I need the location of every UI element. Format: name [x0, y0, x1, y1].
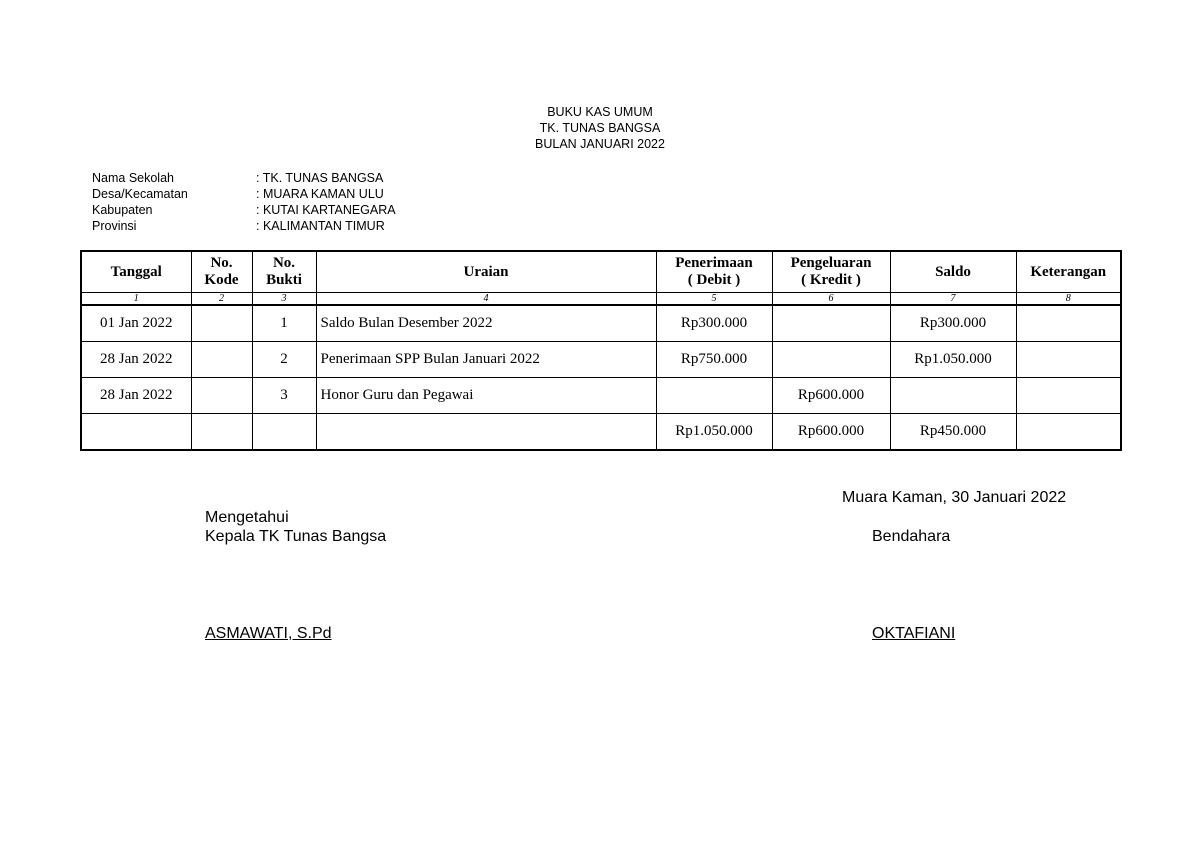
cell-uraian: Saldo Bulan Desember 2022 [316, 305, 656, 342]
document-title [0, 104, 1200, 152]
info-value: : TK. TUNAS BANGSA [256, 171, 384, 185]
cell-saldo [890, 378, 1016, 414]
cell-empty [191, 414, 252, 451]
cell-pengeluaran [772, 342, 890, 378]
info-label: Desa/Kecamatan [92, 187, 188, 201]
cell-uraian: Penerimaan SPP Bulan Januari 2022 [316, 342, 656, 378]
column-number: 5 [656, 293, 772, 306]
header-text: Penerimaan [675, 255, 753, 271]
table-row [81, 305, 1121, 342]
header-penerimaan [656, 251, 772, 293]
cell-tanggal: 28 Jan 2022 [81, 378, 191, 414]
info-value: : KUTAI KARTANEGARA [256, 203, 396, 217]
cell-pengeluaran: Rp600.000 [772, 378, 890, 414]
header-pengeluaran [772, 251, 890, 293]
treasurer-name: OKTAFIANI [872, 625, 956, 642]
column-number: 1 [81, 293, 191, 306]
total-saldo: Rp450.000 [890, 414, 1016, 451]
info-label: Provinsi [92, 219, 137, 233]
cell-empty [252, 414, 316, 451]
cell-keterangan [1016, 378, 1121, 414]
cell-keterangan [1016, 305, 1121, 342]
cash-ledger-table [80, 250, 1122, 451]
cell-tanggal: 01 Jan 2022 [81, 305, 191, 342]
cell-bukti: 2 [252, 342, 316, 378]
place-date: Muara Kaman, 30 Januari 2022 [842, 489, 1067, 506]
column-number: 7 [890, 293, 1016, 306]
cell-penerimaan [656, 378, 772, 414]
cell-bukti: 1 [252, 305, 316, 342]
cell-kode [191, 305, 252, 342]
header-text: Kode [204, 272, 239, 288]
title-line-2: TK. TUNAS BANGSA [539, 121, 661, 135]
header-row [81, 251, 1121, 293]
school-info [92, 170, 396, 234]
header-saldo: Saldo [890, 251, 1016, 293]
header-text: ( Debit ) [687, 272, 741, 288]
cell-empty [316, 414, 656, 451]
cell-saldo: Rp300.000 [890, 305, 1016, 342]
cell-kode [191, 378, 252, 414]
column-number: 4 [316, 293, 656, 306]
table-row [81, 342, 1121, 378]
column-number: 2 [191, 293, 252, 306]
column-number: 3 [252, 293, 316, 306]
header-text: Pengeluaran [790, 255, 872, 271]
info-row-district [92, 186, 396, 202]
title-line-1: BUKU KAS UMUM [547, 105, 653, 119]
header-text: No. [210, 255, 233, 271]
cell-pengeluaran [772, 305, 890, 342]
info-label: Nama Sekolah [92, 171, 174, 185]
cell-empty [81, 414, 191, 451]
headmaster-name: ASMAWATI, S.Pd [205, 625, 332, 642]
total-penerimaan: Rp1.050.000 [656, 414, 772, 451]
treasurer-title: Bendahara [872, 528, 951, 545]
header-no-kode [191, 251, 252, 293]
cell-keterangan [1016, 342, 1121, 378]
totals-row [81, 414, 1121, 451]
info-row-school [92, 170, 396, 186]
info-row-province [92, 218, 396, 234]
cell-penerimaan: Rp750.000 [656, 342, 772, 378]
acknowledged-label: Mengetahui [205, 509, 289, 526]
header-text: ( Kredit ) [801, 272, 861, 288]
title-line-3: BULAN JANUARI 2022 [535, 137, 665, 151]
table-row [81, 378, 1121, 414]
header-keterangan: Keterangan [1016, 251, 1121, 293]
cell-kode [191, 342, 252, 378]
header-uraian: Uraian [316, 251, 656, 293]
info-value: : MUARA KAMAN ULU [256, 187, 384, 201]
column-number: 8 [1016, 293, 1121, 306]
header-text: Bukti [266, 272, 302, 288]
cell-bukti: 3 [252, 378, 316, 414]
header-tanggal: Tanggal [81, 251, 191, 293]
info-value: : KALIMANTAN TIMUR [256, 219, 385, 233]
cell-empty [1016, 414, 1121, 451]
cell-saldo: Rp1.050.000 [890, 342, 1016, 378]
headmaster-title: Kepala TK Tunas Bangsa [205, 528, 387, 545]
info-label: Kabupaten [92, 203, 153, 217]
cell-tanggal: 28 Jan 2022 [81, 342, 191, 378]
cell-penerimaan: Rp300.000 [656, 305, 772, 342]
header-text: No. [272, 255, 296, 271]
header-no-bukti [252, 251, 316, 293]
column-number: 6 [772, 293, 890, 306]
column-number-row [81, 293, 1121, 306]
info-row-regency [92, 202, 396, 218]
total-pengeluaran: Rp600.000 [772, 414, 890, 451]
cell-uraian: Honor Guru dan Pegawai [316, 378, 656, 414]
